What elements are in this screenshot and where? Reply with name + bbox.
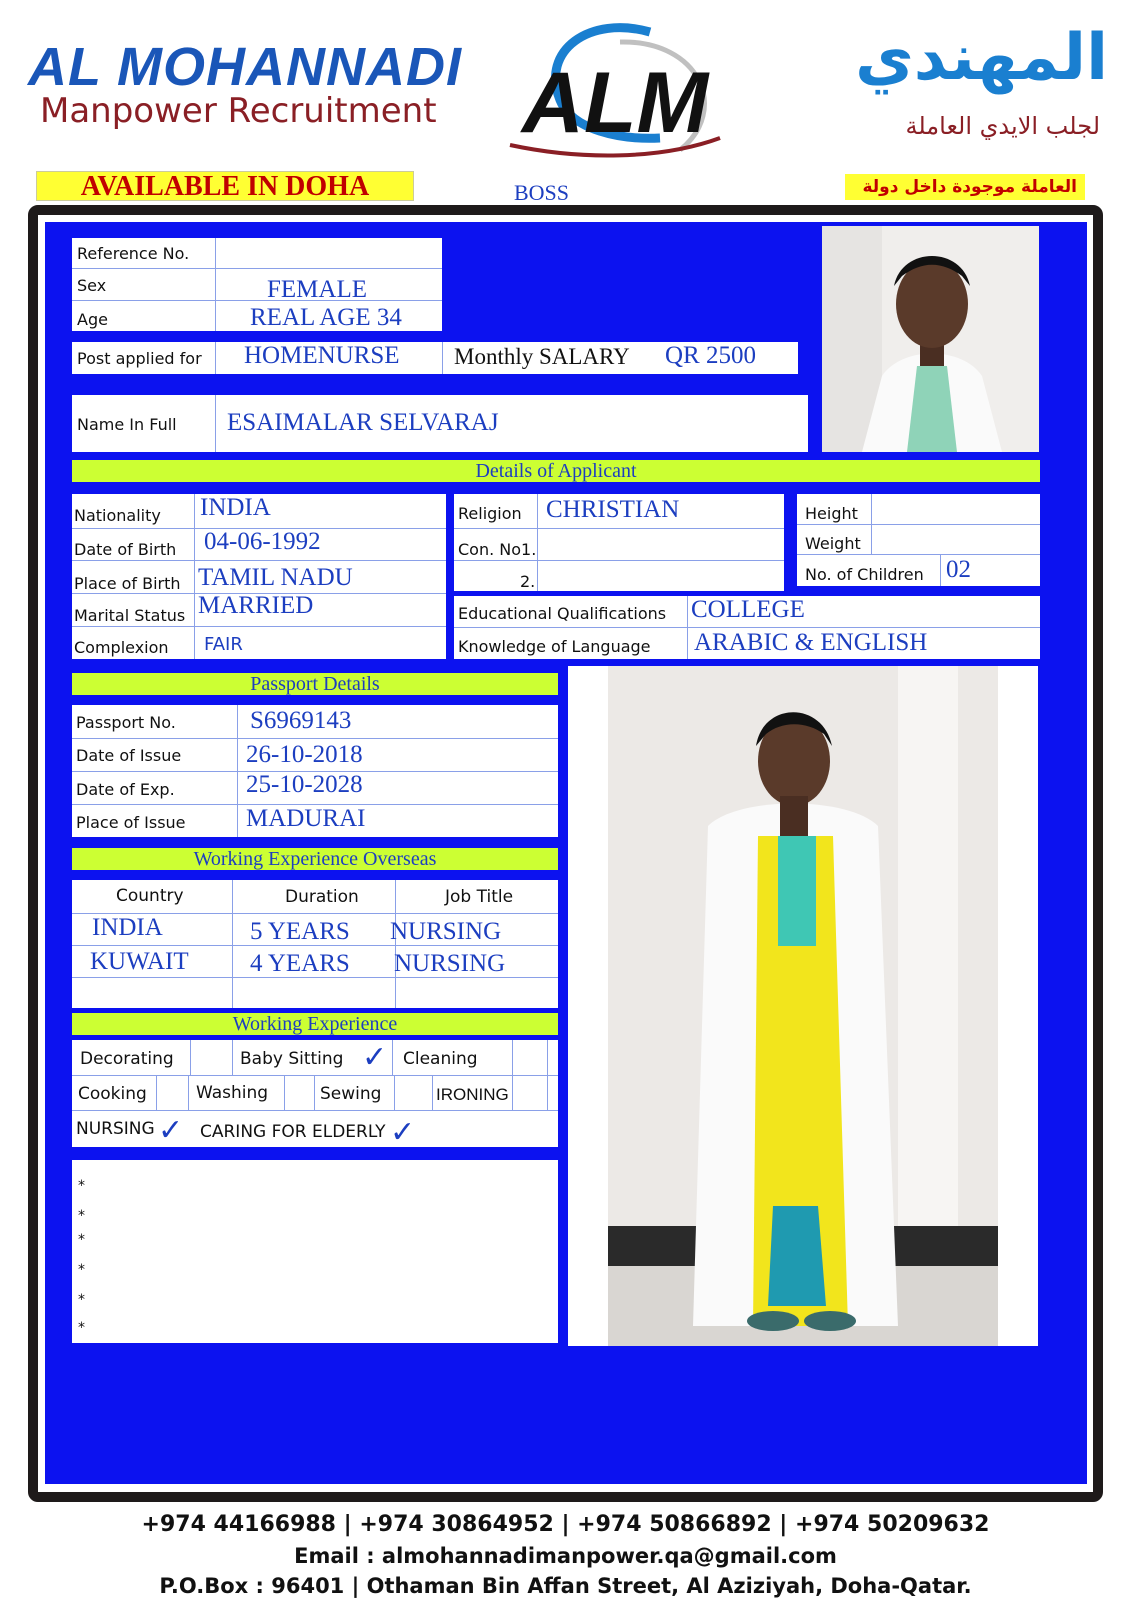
notes-box (72, 1160, 558, 1343)
details-left-box (72, 494, 446, 659)
skill-caring-elderly: CARING FOR ELDERLY (200, 1122, 386, 1142)
overseas-row-2-duration: 4 YEARS (250, 950, 350, 977)
age-value: REAL AGE 34 (250, 304, 402, 331)
education-value: COLLEGE (691, 596, 805, 623)
footer-phones: +974 44166988 | +974 30864952 | +974 50866892 | +974 50209632 (141, 1512, 990, 1537)
nationality-value: INDIA (200, 494, 271, 521)
skill-cleaning: Cleaning (403, 1049, 478, 1069)
overseas-title: Working Experience Overseas (72, 848, 558, 870)
post-value: HOMENURSE (244, 342, 400, 369)
complexion-label: Complexion (74, 638, 169, 657)
reference-label: Reference No. (77, 244, 190, 263)
col-country-header: Country (116, 886, 184, 906)
experience-title: Working Experience (72, 1013, 558, 1035)
complexion-value: FAIR (204, 634, 243, 655)
contact-1-label: Con. No1. (458, 540, 537, 559)
note-bullet: * (78, 1292, 85, 1308)
available-banner: AVAILABLE IN DOHA (36, 171, 414, 201)
passport-no-value: S6969143 (250, 707, 352, 734)
issue-place-value: MADURAI (246, 805, 366, 832)
issue-place-label: Place of Issue (76, 813, 186, 832)
available-banner-arabic: العاملة موجودة داخل دولة (845, 174, 1085, 200)
note-bullet: * (78, 1320, 85, 1336)
overseas-row-1-country: INDIA (92, 914, 163, 941)
contact-2-label: 2. (520, 572, 536, 591)
note-bullet: * (78, 1178, 85, 1194)
salary-label: Monthly SALARY (454, 344, 630, 369)
marital-label: Marital Status (74, 606, 186, 625)
marital-value: MARRIED (198, 592, 314, 619)
applicant-full-photo (568, 666, 1038, 1346)
salary-value: QR 2500 (665, 342, 756, 369)
brand-subtitle-arabic: لجلب الايدي العاملة (905, 112, 1100, 140)
basic-info-box (72, 238, 442, 331)
caring-check-icon: ✓ (390, 1115, 416, 1150)
skill-nursing: NURSING (76, 1119, 155, 1139)
note-bullet: * (78, 1262, 85, 1278)
experience-box (72, 1040, 558, 1150)
religion-label: Religion (458, 504, 522, 523)
note-bullet: * (78, 1208, 85, 1224)
baby-sitting-check-icon: ✓ (362, 1040, 388, 1075)
expiry-date-label: Date of Exp. (76, 780, 175, 799)
skill-baby-sitting: Baby Sitting (240, 1049, 344, 1069)
age-label: Age (77, 310, 108, 329)
physical-box (797, 494, 1040, 586)
skill-washing: Washing (196, 1083, 269, 1103)
overseas-row-2-job: NURSING (394, 950, 506, 977)
name-value: ESAIMALAR SELVARAJ (227, 409, 499, 436)
sex-value: FEMALE (267, 276, 367, 303)
note-bullet: * (78, 1232, 85, 1248)
dob-label: Date of Birth (74, 540, 177, 559)
passport-box (72, 705, 558, 837)
language-label: Knowledge of Language (458, 637, 651, 656)
skill-cooking: Cooking (78, 1084, 147, 1104)
details-title: Details of Applicant (72, 460, 1040, 482)
post-label: Post applied for (77, 349, 202, 368)
weight-label: Weight (805, 534, 861, 553)
nursing-check-icon: ✓ (158, 1113, 184, 1148)
nationality-label: Nationality (74, 506, 161, 525)
overseas-table (72, 880, 558, 1008)
boss-label: BOSS (514, 180, 570, 205)
name-label: Name In Full (77, 415, 177, 434)
name-row (72, 395, 808, 452)
education-box (454, 596, 1040, 659)
dob-value: 04-06-1992 (204, 528, 321, 555)
issue-date-value: 26-10-2018 (246, 741, 363, 768)
passport-no-label: Passport No. (76, 713, 176, 732)
children-value: 02 (946, 556, 971, 583)
height-label: Height (805, 504, 858, 523)
footer-email: Email : almohannadimanpower.qa@gmail.com (294, 1544, 837, 1568)
expiry-date-value: 25-10-2028 (246, 771, 363, 798)
issue-date-label: Date of Issue (76, 746, 182, 765)
post-row (72, 342, 798, 374)
pob-value: TAMIL NADU (198, 564, 353, 591)
sex-label: Sex (77, 276, 107, 295)
passport-title: Passport Details (72, 673, 558, 695)
brand-name-arabic: المهندي (855, 21, 1108, 95)
footer-address: P.O.Box : 96401 | Othaman Bin Affan Street, Al Aziziyah, Doha-Qatar. (159, 1574, 972, 1598)
language-value: ARABIC & ENGLISH (694, 629, 928, 656)
religion-value: CHRISTIAN (546, 496, 680, 523)
religion-box (454, 494, 784, 591)
overseas-row-1-duration: 5 YEARS (250, 918, 350, 945)
overseas-row-2-country: KUWAIT (90, 948, 189, 975)
skill-sewing: Sewing (320, 1084, 382, 1104)
brand-name-english: AL MOHANNADI (28, 37, 462, 97)
brand-subtitle: Manpower Recruitment (40, 91, 437, 131)
skill-decorating: Decorating (80, 1049, 174, 1069)
alm-logo (500, 20, 730, 170)
col-duration-header: Duration (285, 887, 359, 907)
applicant-portrait-photo (822, 226, 1039, 452)
skill-ironing: IRONING (436, 1085, 509, 1104)
pob-label: Place of Birth (74, 574, 181, 593)
col-job-header: Job Title (445, 887, 514, 907)
education-label: Educational Qualifications (458, 604, 667, 623)
overseas-row-1-job: NURSING (390, 918, 502, 945)
logo-text: ALM (521, 55, 709, 151)
children-label: No. of Children (805, 565, 924, 584)
